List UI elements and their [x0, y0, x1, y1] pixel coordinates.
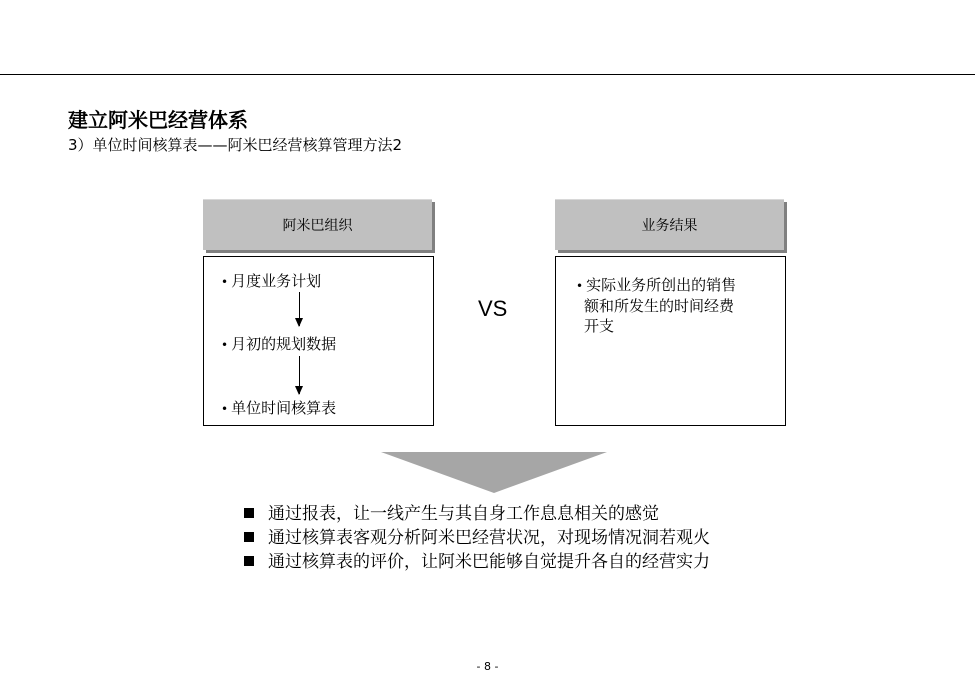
business-result-line-2: 额和所发生的时间经费 [584, 297, 735, 315]
amoeba-organization-header [203, 199, 432, 250]
large-down-arrow-icon [381, 452, 607, 494]
conclusion-item [244, 550, 710, 574]
list-item-label: 单位时间核算表 [231, 399, 337, 417]
page-title: 建立阿米巴经营体系 [68, 108, 248, 132]
business-result-line-3: 开支 [584, 317, 615, 335]
conclusion-text: 通过核算表的评价，让阿米巴能够自觉提升各自的经营实力 [268, 552, 710, 572]
top-divider [0, 74, 975, 75]
bullet-icon: • [221, 275, 229, 289]
conclusion-list [244, 502, 710, 574]
business-result-header-label: 业务结果 [641, 218, 698, 234]
page-subtitle: 3）单位时间核算表——阿米巴经营核算管理方法2 [68, 136, 403, 154]
square-bullet-icon [244, 532, 254, 542]
bullet-icon: • [221, 338, 229, 352]
conclusion-item [244, 502, 710, 526]
amoeba-organization-header-label: 阿米巴组织 [282, 218, 353, 234]
list-item-monthly-plan [221, 271, 321, 292]
business-result-text [576, 275, 776, 336]
list-item-label: 月度业务计划 [231, 272, 322, 290]
conclusion-item [244, 526, 710, 550]
large-down-arrow-shape [381, 452, 607, 493]
square-bullet-icon [244, 508, 254, 518]
list-item-unit-time-table [221, 398, 336, 419]
bullet-icon: • [576, 279, 584, 293]
down-arrow-icon [299, 356, 300, 394]
bullet-icon: • [221, 402, 229, 416]
vs-label: VS [478, 296, 508, 321]
list-item-early-month-data [221, 334, 336, 355]
page-number: - 8 - [476, 660, 499, 673]
business-result-header [555, 199, 784, 250]
business-result-line-1: 实际业务所创出的销售 [586, 276, 737, 294]
square-bullet-icon [244, 556, 254, 566]
down-arrow-icon [299, 292, 300, 326]
conclusion-text: 通过核算表客观分析阿米巴经营状况，对现场情况洞若观火 [268, 528, 710, 548]
conclusion-text: 通过报表，让一线产生与其自身工作息息相关的感觉 [268, 504, 659, 524]
list-item-label: 月初的规划数据 [231, 335, 337, 353]
